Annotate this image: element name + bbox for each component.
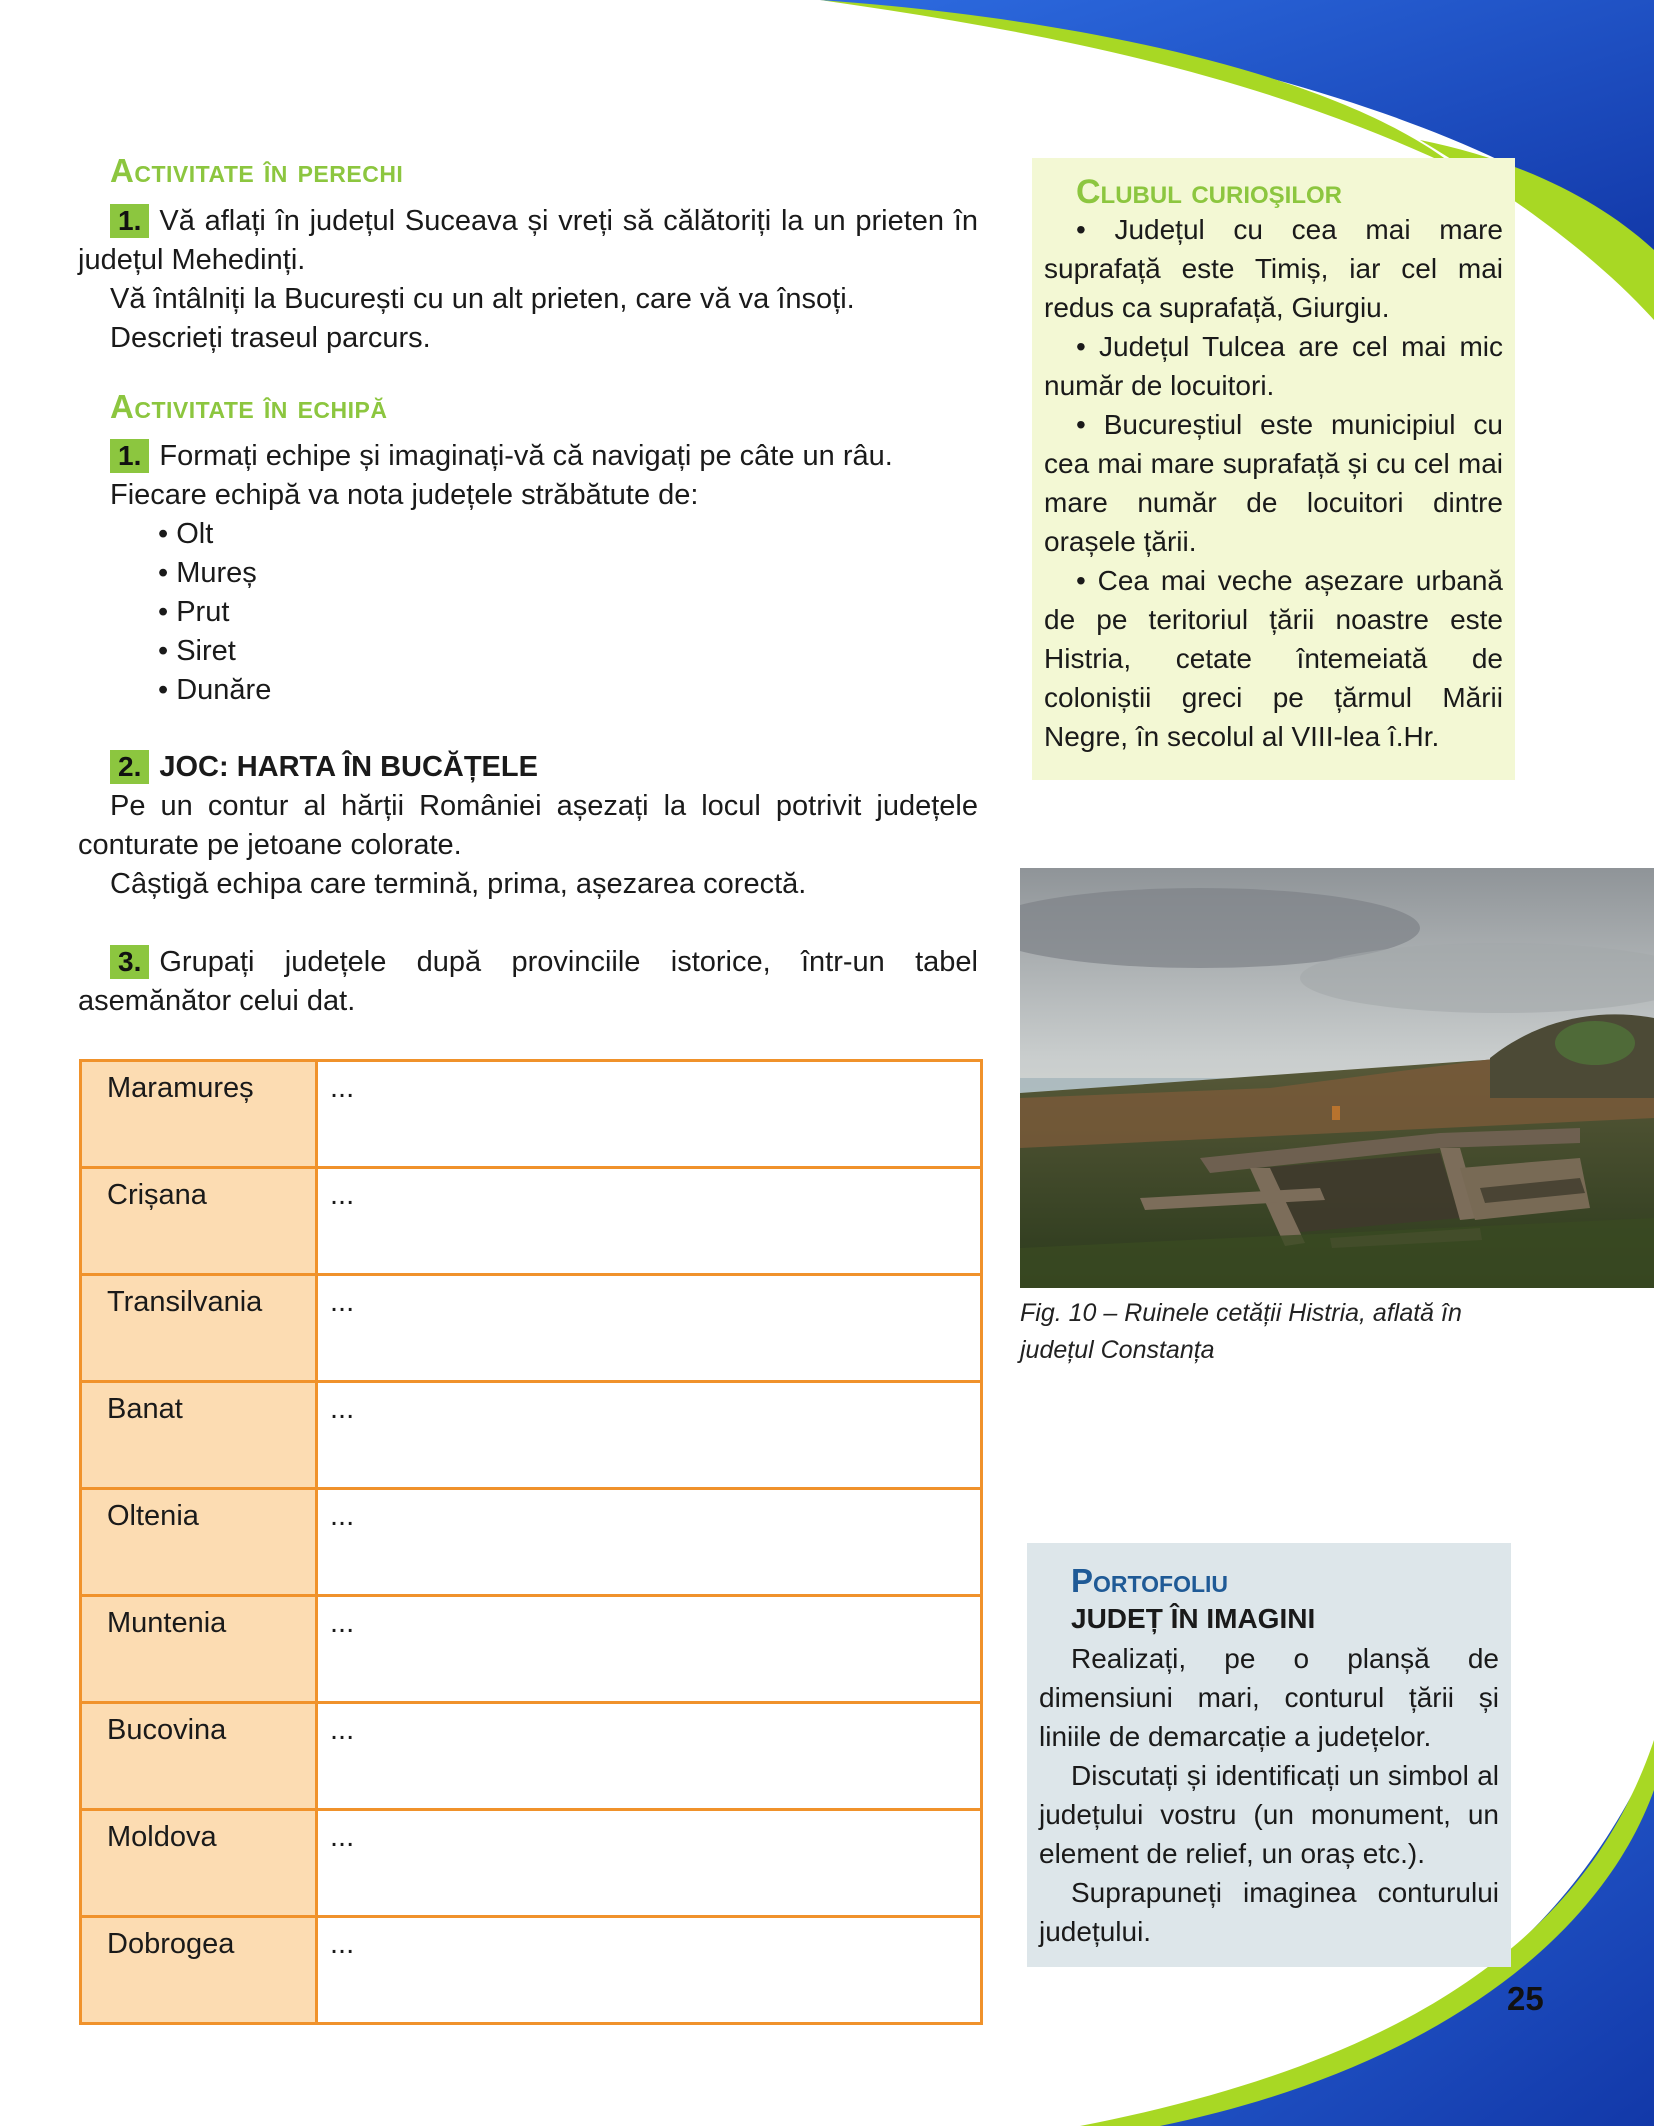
task-number-badge: 2. <box>110 750 149 784</box>
club-fact: • Cea mai veche așezare urbană de pe teritoriul țării noastre este Histria, cetate întemeiată de coloniștii greci pe țărmul Mării Negre, în secolul al VIII-lea î.Hr. <box>1044 565 1503 752</box>
table-row <box>81 1168 982 1275</box>
table-row <box>81 1703 982 1810</box>
team-task-3-line <box>78 943 978 1021</box>
pairs-line-2: Vă întâlniți la București cu un alt prieten, care vă va însoți. <box>110 283 855 315</box>
portfolio-paragraph: Realizați, pe o planșă de dimensiuni mari, conturul țării și liniile de demarcație a județelor. <box>1039 1643 1499 1752</box>
table-row <box>81 1061 982 1168</box>
table-row <box>81 1489 982 1596</box>
curious-club-box <box>1032 158 1515 780</box>
province-name: Moldova <box>81 1810 317 1917</box>
table-row <box>81 1382 982 1489</box>
activity-team-heading-wrap <box>110 388 388 426</box>
province-value: ... <box>317 1382 982 1489</box>
team-task-2-text2: Câștigă echipa care termină, prima, așezarea corectă. <box>110 868 807 900</box>
team-task-1-text: Formați echipe și imaginați-vă că navigați pe câte un râu. <box>159 440 893 472</box>
team-task-2-title-line <box>78 748 978 787</box>
list-item: • Mureș <box>158 554 978 593</box>
figure-caption-wrap <box>1020 1295 1490 1369</box>
team-task-1 <box>78 437 978 710</box>
portfolio-paragraph: Suprapuneți imaginea conturului județului. <box>1039 1877 1499 1947</box>
province-value: ... <box>317 1703 982 1810</box>
team-task-2-text: Pe un contur al hărții României așezați la locul potrivit județele conturate pe jetoane colorate. <box>78 790 978 861</box>
portfolio-paragraph: Discutați și identificați un simbol al județului vostru (un monument, un element de relief, un oraș etc.). <box>1039 1760 1499 1869</box>
team-task-1-intro: Fiecare echipă va nota județele străbătute de: <box>110 479 699 511</box>
province-value: ... <box>317 1275 982 1382</box>
province-name: Transilvania <box>81 1275 317 1382</box>
province-name: Banat <box>81 1382 317 1489</box>
pairs-line-3: Descrieți traseul parcurs. <box>110 322 431 354</box>
portfolio-title: Portofoliu <box>1071 1562 1229 1599</box>
province-value: ... <box>317 1596 982 1703</box>
province-name: Dobrogea <box>81 1917 317 2024</box>
histria-photo-wrap <box>1020 868 1654 1293</box>
task-number-badge: 1. <box>110 439 149 473</box>
activity-team-heading: Activitate în echipă <box>110 388 388 425</box>
team-task-3 <box>78 943 978 1021</box>
province-value: ... <box>317 1917 982 2024</box>
team-task-2-title: JOC: HARTA ÎN BUCĂȚELE <box>159 751 538 783</box>
provinces-table-wrap <box>79 1059 983 2025</box>
task-number-badge: 1. <box>110 204 149 238</box>
province-value: ... <box>317 1489 982 1596</box>
province-name: Maramureș <box>81 1061 317 1168</box>
list-item: • Dunăre <box>158 671 978 710</box>
table-row <box>81 1596 982 1703</box>
province-name: Bucovina <box>81 1703 317 1810</box>
list-item: • Prut <box>158 593 978 632</box>
activity-pairs-task <box>78 202 978 280</box>
province-value: ... <box>317 1810 982 1917</box>
portfolio-box <box>1027 1543 1511 1967</box>
province-name: Oltenia <box>81 1489 317 1596</box>
table-row <box>81 1917 982 2024</box>
province-value: ... <box>317 1061 982 1168</box>
page-number: 25 <box>1507 1980 1544 2017</box>
curious-club-title: Clubul curioşilor <box>1076 173 1342 211</box>
list-item: • Olt <box>158 515 978 554</box>
table-row <box>81 1275 982 1382</box>
task-number-badge: 3. <box>110 945 149 979</box>
histria-ruins-photo <box>1020 868 1654 1288</box>
team-task-1-line <box>78 437 978 476</box>
figure-caption: Fig. 10 – Ruinele cetății Histria, aflată în județul Constanța <box>1020 1299 1462 1364</box>
club-fact: • Bucureștiul este municipiul cu cea mai mare suprafață și cu cel mai mare număr de locuitori dintre orașele țării. <box>1044 409 1503 557</box>
activity-pairs-body <box>78 202 978 358</box>
table-row <box>81 1810 982 1917</box>
province-name: Crișana <box>81 1168 317 1275</box>
provinces-table <box>79 1059 983 2025</box>
team-task-3-text: Grupați județele după provinciile istorice, într-un tabel asemănător celui dat. <box>78 946 978 1017</box>
province-name: Muntenia <box>81 1596 317 1703</box>
province-value: ... <box>317 1168 982 1275</box>
rivers-list <box>158 515 978 710</box>
pairs-line-1: Vă aflați în județul Suceava și vreți să călătoriți la un prieten în județul Mehedinți. <box>78 205 978 276</box>
team-task-2 <box>78 748 978 904</box>
activity-pairs-heading-wrap <box>110 152 403 190</box>
club-fact: • Județul Tulcea are cel mai mic număr de locuitori. <box>1044 331 1503 401</box>
portfolio-subtitle: JUDEȚ ÎN IMAGINI <box>1071 1603 1316 1634</box>
list-item: • Siret <box>158 632 978 671</box>
activity-pairs-heading: Activitate în perechi <box>110 152 404 189</box>
club-fact: • Județul cu cea mai mare suprafață este Timiș, iar cel mai redus ca suprafață, Giurgiu. <box>1044 214 1503 323</box>
